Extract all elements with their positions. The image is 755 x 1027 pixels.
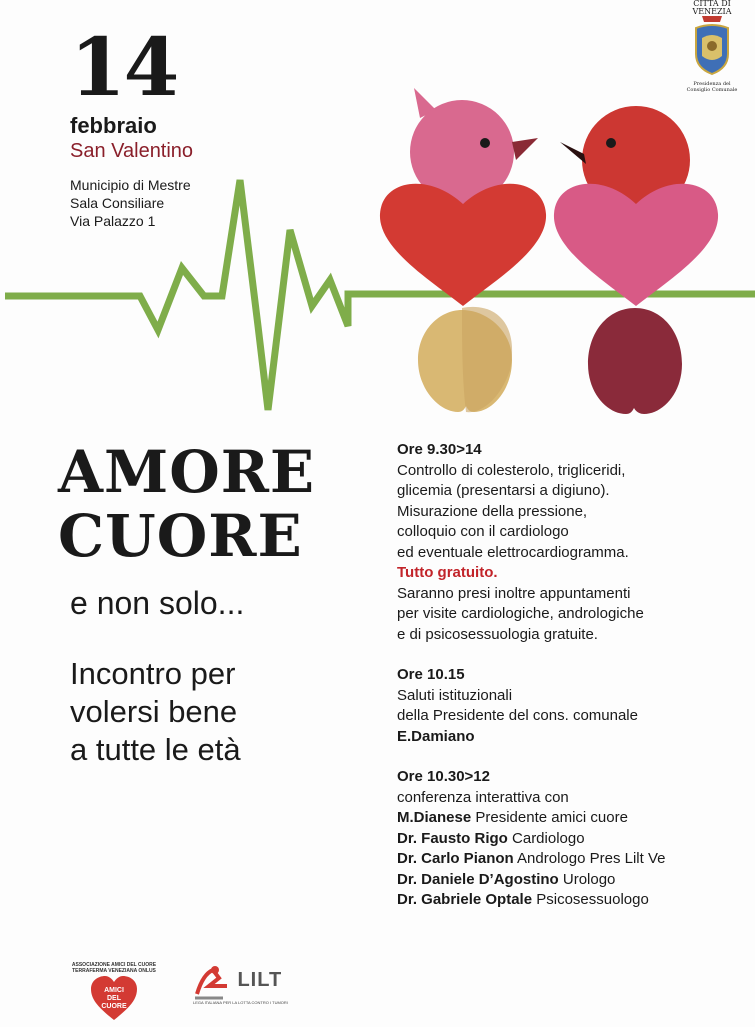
main-title-line: AMORE bbox=[58, 438, 316, 506]
event-occasion: San Valentino bbox=[70, 140, 194, 162]
logo-caption: TERRAFERMA VENEZIANA ONLUS bbox=[72, 968, 156, 974]
free-highlight: Tutto gratuito. bbox=[397, 564, 498, 581]
amici-del-cuore-logo bbox=[64, 962, 164, 1027]
venue-line: Via Palazzo 1 bbox=[70, 213, 156, 229]
speaker-role: Urologo bbox=[562, 870, 616, 888]
speaker-role: Presidente amici cuore bbox=[475, 809, 628, 826]
lilt-tagline: LEGA ITALIANA PER LA LOTTA CONTRO I TUMORI bbox=[193, 1000, 288, 1005]
speaker-row bbox=[397, 808, 747, 829]
slot-text: e di psicosessuologia gratuite. bbox=[397, 625, 598, 643]
heart-logo-icon bbox=[89, 974, 139, 1022]
speaker-name: Dr. Daniele D’Agostino bbox=[397, 870, 559, 888]
subtitle: e non solo... bbox=[70, 585, 245, 621]
main-title-line: CUORE bbox=[58, 502, 303, 570]
logo-caption: ASSOCIAZIONE AMICI DEL CUORE bbox=[71, 962, 157, 968]
crest-office-line: Consiglio Comunale bbox=[686, 87, 738, 93]
speaker-name: Dr. Fausto Rigo bbox=[397, 829, 508, 847]
speaker-name: E.Damiano bbox=[397, 727, 475, 745]
slot-time: Ore 10.30>12 bbox=[397, 768, 490, 785]
lilt-name: LILT bbox=[237, 969, 283, 992]
pink-bird-icon bbox=[380, 88, 546, 412]
speaker-name: Dr. Carlo Pianon bbox=[397, 850, 514, 867]
slot-text: ed eventuale elettrocardiogramma. bbox=[397, 543, 629, 561]
speaker-row bbox=[397, 829, 747, 850]
tagline-line: Incontro per bbox=[70, 656, 236, 691]
crest-shield-icon bbox=[686, 16, 738, 76]
slot-text: colloquio con il cardiologo bbox=[397, 523, 569, 540]
slot-text: Controllo di colesterolo, trigliceridi, bbox=[397, 461, 626, 479]
speaker-role: Cardiologo bbox=[512, 829, 585, 847]
speaker-name: Dr. Gabriele Optale bbox=[397, 891, 533, 908]
slot-time: Ore 9.30>14 bbox=[397, 441, 482, 458]
speaker-role: Andrologo Pres Lilt Ve bbox=[517, 850, 666, 867]
crest-office-line: Presidenza del bbox=[693, 81, 731, 87]
venue-line: Municipio di Mestre bbox=[70, 177, 191, 193]
logo-heart-text: AMICI bbox=[104, 987, 124, 994]
venue-line: Sala Consiliare bbox=[70, 195, 165, 211]
slot-time: Ore 10.15 bbox=[397, 666, 465, 683]
program-schedule bbox=[397, 440, 747, 911]
slot-text: Saranno presi inoltre appuntamenti bbox=[397, 584, 631, 602]
tagline-line: volersi bene bbox=[70, 694, 238, 729]
slot-text: Saluti istituzionali bbox=[397, 686, 513, 704]
speaker-row bbox=[397, 870, 747, 891]
speaker-row bbox=[397, 849, 747, 870]
lilt-logo bbox=[193, 964, 303, 1005]
slot-text: per visite cardiologiche, andrologiche bbox=[397, 605, 644, 622]
slot-text: della Presidente del cons. comunale bbox=[397, 707, 638, 724]
slot-text: conferenza interattiva con bbox=[397, 788, 569, 806]
event-month: febbraio bbox=[70, 113, 157, 138]
tagline-line: a tutte le età bbox=[70, 732, 241, 767]
logo-heart-text: CUORE bbox=[101, 1003, 127, 1010]
red-bird-icon bbox=[554, 106, 718, 414]
event-day: 14 bbox=[70, 20, 178, 114]
slot-text: Misurazione della pressione, bbox=[397, 502, 588, 520]
crest-city-line: VENEZIA bbox=[692, 7, 732, 16]
speaker-name: M.Dianese bbox=[397, 809, 472, 826]
lovebirds-ecg-illustration bbox=[0, 80, 755, 420]
lilt-figure-icon bbox=[193, 964, 233, 1000]
speaker-role: Psicosessuologo bbox=[536, 891, 649, 908]
speaker-row bbox=[397, 890, 747, 911]
crest-city-line: CITTÀ DI bbox=[693, 0, 731, 8]
slot-text: glicemia (presentarsi a digiuno). bbox=[397, 482, 610, 499]
logo-heart-text: DEL bbox=[107, 995, 121, 1002]
